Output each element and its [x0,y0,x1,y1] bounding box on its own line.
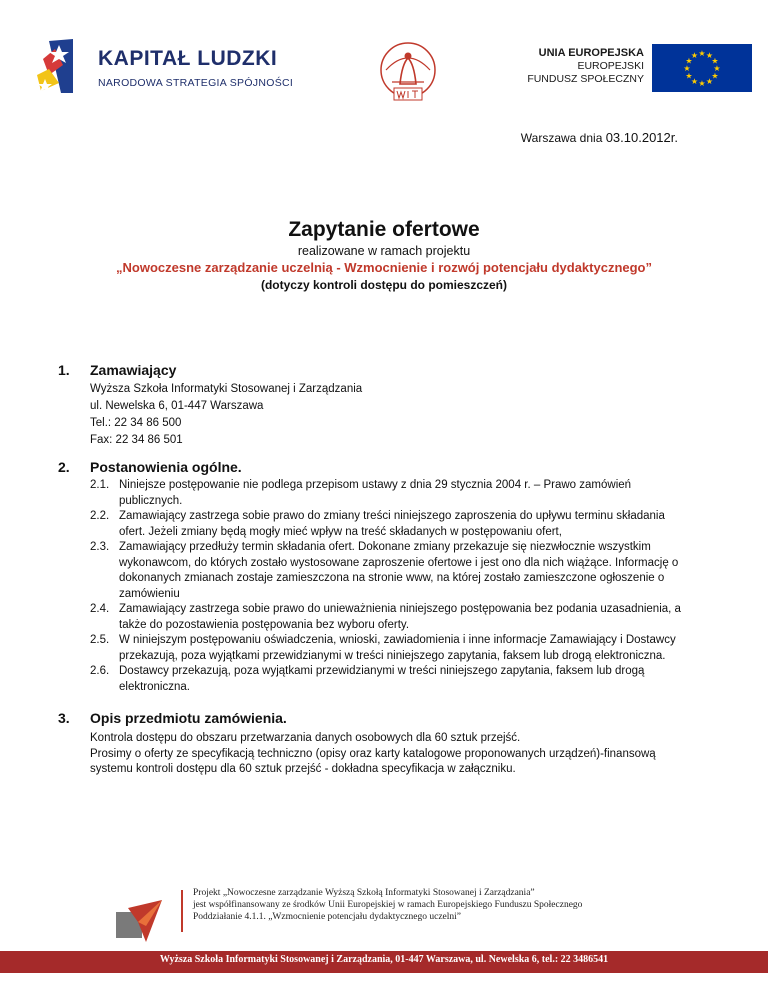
section-3-heading [58,710,287,726]
footer-address-bar [0,951,768,973]
list-item [90,602,690,633]
eu-line-3: FUNDUSZ SPOŁECZNY [527,73,644,85]
section-1-heading [58,362,176,378]
item-text: Zamawiający zastrzega sobie prawo do zmiany treści niniejszego zaproszenia do upływu terminu składania ofert. Jeżeli zmiany będą mogły mieć wpływ na treść składanych w postępowaniu ofert, [119,510,665,538]
item-number: 2.4. [90,603,110,615]
eu-star-icon: ★ [690,77,699,86]
footer-line-1: Projekt „Nowoczesne zarządzanie Wyższą Szkołą Informatyki Stosowanej i Zarządzania” [193,888,535,898]
contractor-address: ul. Newelska 6, 01-447 Warszawa [90,400,264,412]
list-item [90,633,690,664]
eu-logo [520,44,752,94]
list-item [90,478,690,509]
date-line [521,130,678,145]
kapital-ludzki-emblem-icon [33,35,93,97]
section-2-heading [58,459,242,475]
contractor-details [90,381,362,449]
eu-star-icon: ★ [705,77,714,86]
wit-logo [372,40,444,106]
footer-divider [181,890,183,932]
eu-star-icon: ★ [685,71,693,81]
footer-project-info [193,887,582,923]
item-text: Niniejsze postępowanie nie podlega przepisom ustawy z dnia 29 stycznia 2004 r. – Prawo zamówień publicznych. [119,479,632,507]
kapital-ludzki-subtitle: NARODOWA STRATEGIA SPÓJNOŚCI [98,77,294,89]
order-description [90,731,690,778]
eu-star-icon: ★ [705,51,714,60]
project-name: „Nowoczesne zarządzanie uczelnią - Wzmocnienie i rozwój potencjału dydaktycznego” [116,260,652,275]
eu-star-icon: ★ [690,51,699,60]
wsisiz-logo [116,898,164,944]
section-title: Zamawiający [90,362,177,378]
date-value: 03.10.2012r. [605,130,678,145]
item-text: W niniejszym postępowaniu oświadczenia, wnioski, zawiadomienia i inne informacje Zamawiający i Dostawcy przekazują, poza wyjątkami przewidzianymi w treści niniejszego zapytania, faksem lub drogą elektroniczna. [119,634,676,662]
item-number: 2.6. [90,665,110,677]
eu-star-icon: ★ [711,56,719,66]
section-title: Postanowienia ogólne. [90,459,242,475]
contractor-name: Wyższa Szkoła Informatyki Stosowanej i Zarządzania [90,383,363,395]
item-number: 2.1. [90,479,110,491]
item-text: Zamawiający zastrzega sobie prawo do unieważnienia niniejszego postępowania bez podania uzasadnienia, a także do pozostawienia postępowania bez wyboru oferty. [119,603,681,631]
order-paragraph-2: Prosimy o oferty ze specyfikacją techniczno (opisy oraz karty katalogowe proponowanych urządzeń)-finansową systemu kontroli dostępu dla 60 sztuk przejść - dokładna specyfikacja w załączniku. [90,747,656,775]
eu-star-icon: ★ [698,49,706,58]
wsisiz-emblem-icon [116,898,164,944]
general-provisions-list [90,478,690,695]
section-number: 2. [58,459,70,475]
page-title: Zapytanie ofertowe [288,218,480,241]
eu-line-1: UNIA EUROPEJSKA [538,47,644,59]
item-number: 2.2. [90,510,110,522]
item-number: 2.5. [90,634,110,646]
eu-star-icon: ★ [713,64,721,73]
order-paragraph-1: Kontrola dostępu do obszaru przetwarzania danych osobowych dla 60 sztuk przejść. [90,732,521,744]
item-text: Zamawiający przedłuży termin składania ofert. Dokonane zmiany przekazuje się niezwłocznie wszystkim wykonawcom, do których zostało wystosowane zaproszenie ofertowe i jest ono dla nich wiążące. Informację o dokonanych zmianach zostaje zamieszczona na stronie www, na której zostało zamieszczone ogłoszenie o zamówieniu [119,541,679,600]
contractor-fax: Fax: 22 34 86 501 [90,434,183,446]
contractor-phone: Tel.: 22 34 86 500 [90,417,182,429]
list-item [90,540,690,602]
section-title: Opis przedmiotu zamówienia. [90,710,287,726]
eu-flag-icon [652,44,752,92]
kapital-ludzki-logo [33,35,294,105]
footer-line-2: jest współfinansowany ze środków Unii Europejskiej w ramach Europejskiego Funduszu Społecznego [193,900,583,910]
page-subtitle: realizowane w ramach projektu [297,244,471,258]
section-number: 3. [58,710,70,726]
eu-star-icon: ★ [698,79,706,88]
item-number: 2.3. [90,541,110,553]
eu-star-icon: ★ [685,56,693,66]
date-prefix: Warszawa dnia [520,131,606,145]
footer-address: Wyższa Szkoła Informatyki Stosowanej i Zarządzania, 01-447 Warszawa, ul. Newelska 6, tel.: 22 3486541 [159,954,609,965]
eu-text [527,47,644,86]
item-text: Dostawcy przekazują, poza wyjątkami przewidzianymi w treści niniejszego zapytania, faksem lub drogą elektroniczna. [119,665,645,693]
scope-note: (dotyczy kontroli dostępu do pomieszczeń) [260,278,508,292]
wit-emblem-icon [372,40,444,106]
eu-star-icon: ★ [683,64,691,73]
footer-line-3: Poddziałanie 4.1.1. „Wzmocnienie potencjału dydaktycznego uczelni” [193,912,462,922]
eu-star-icon: ★ [711,71,719,81]
section-number: 1. [58,362,70,378]
eu-line-2: EUROPEJSKI [577,60,644,72]
kapital-ludzki-title: KAPITAŁ LUDZKI [98,47,278,70]
list-item [90,509,690,540]
list-item [90,664,690,695]
